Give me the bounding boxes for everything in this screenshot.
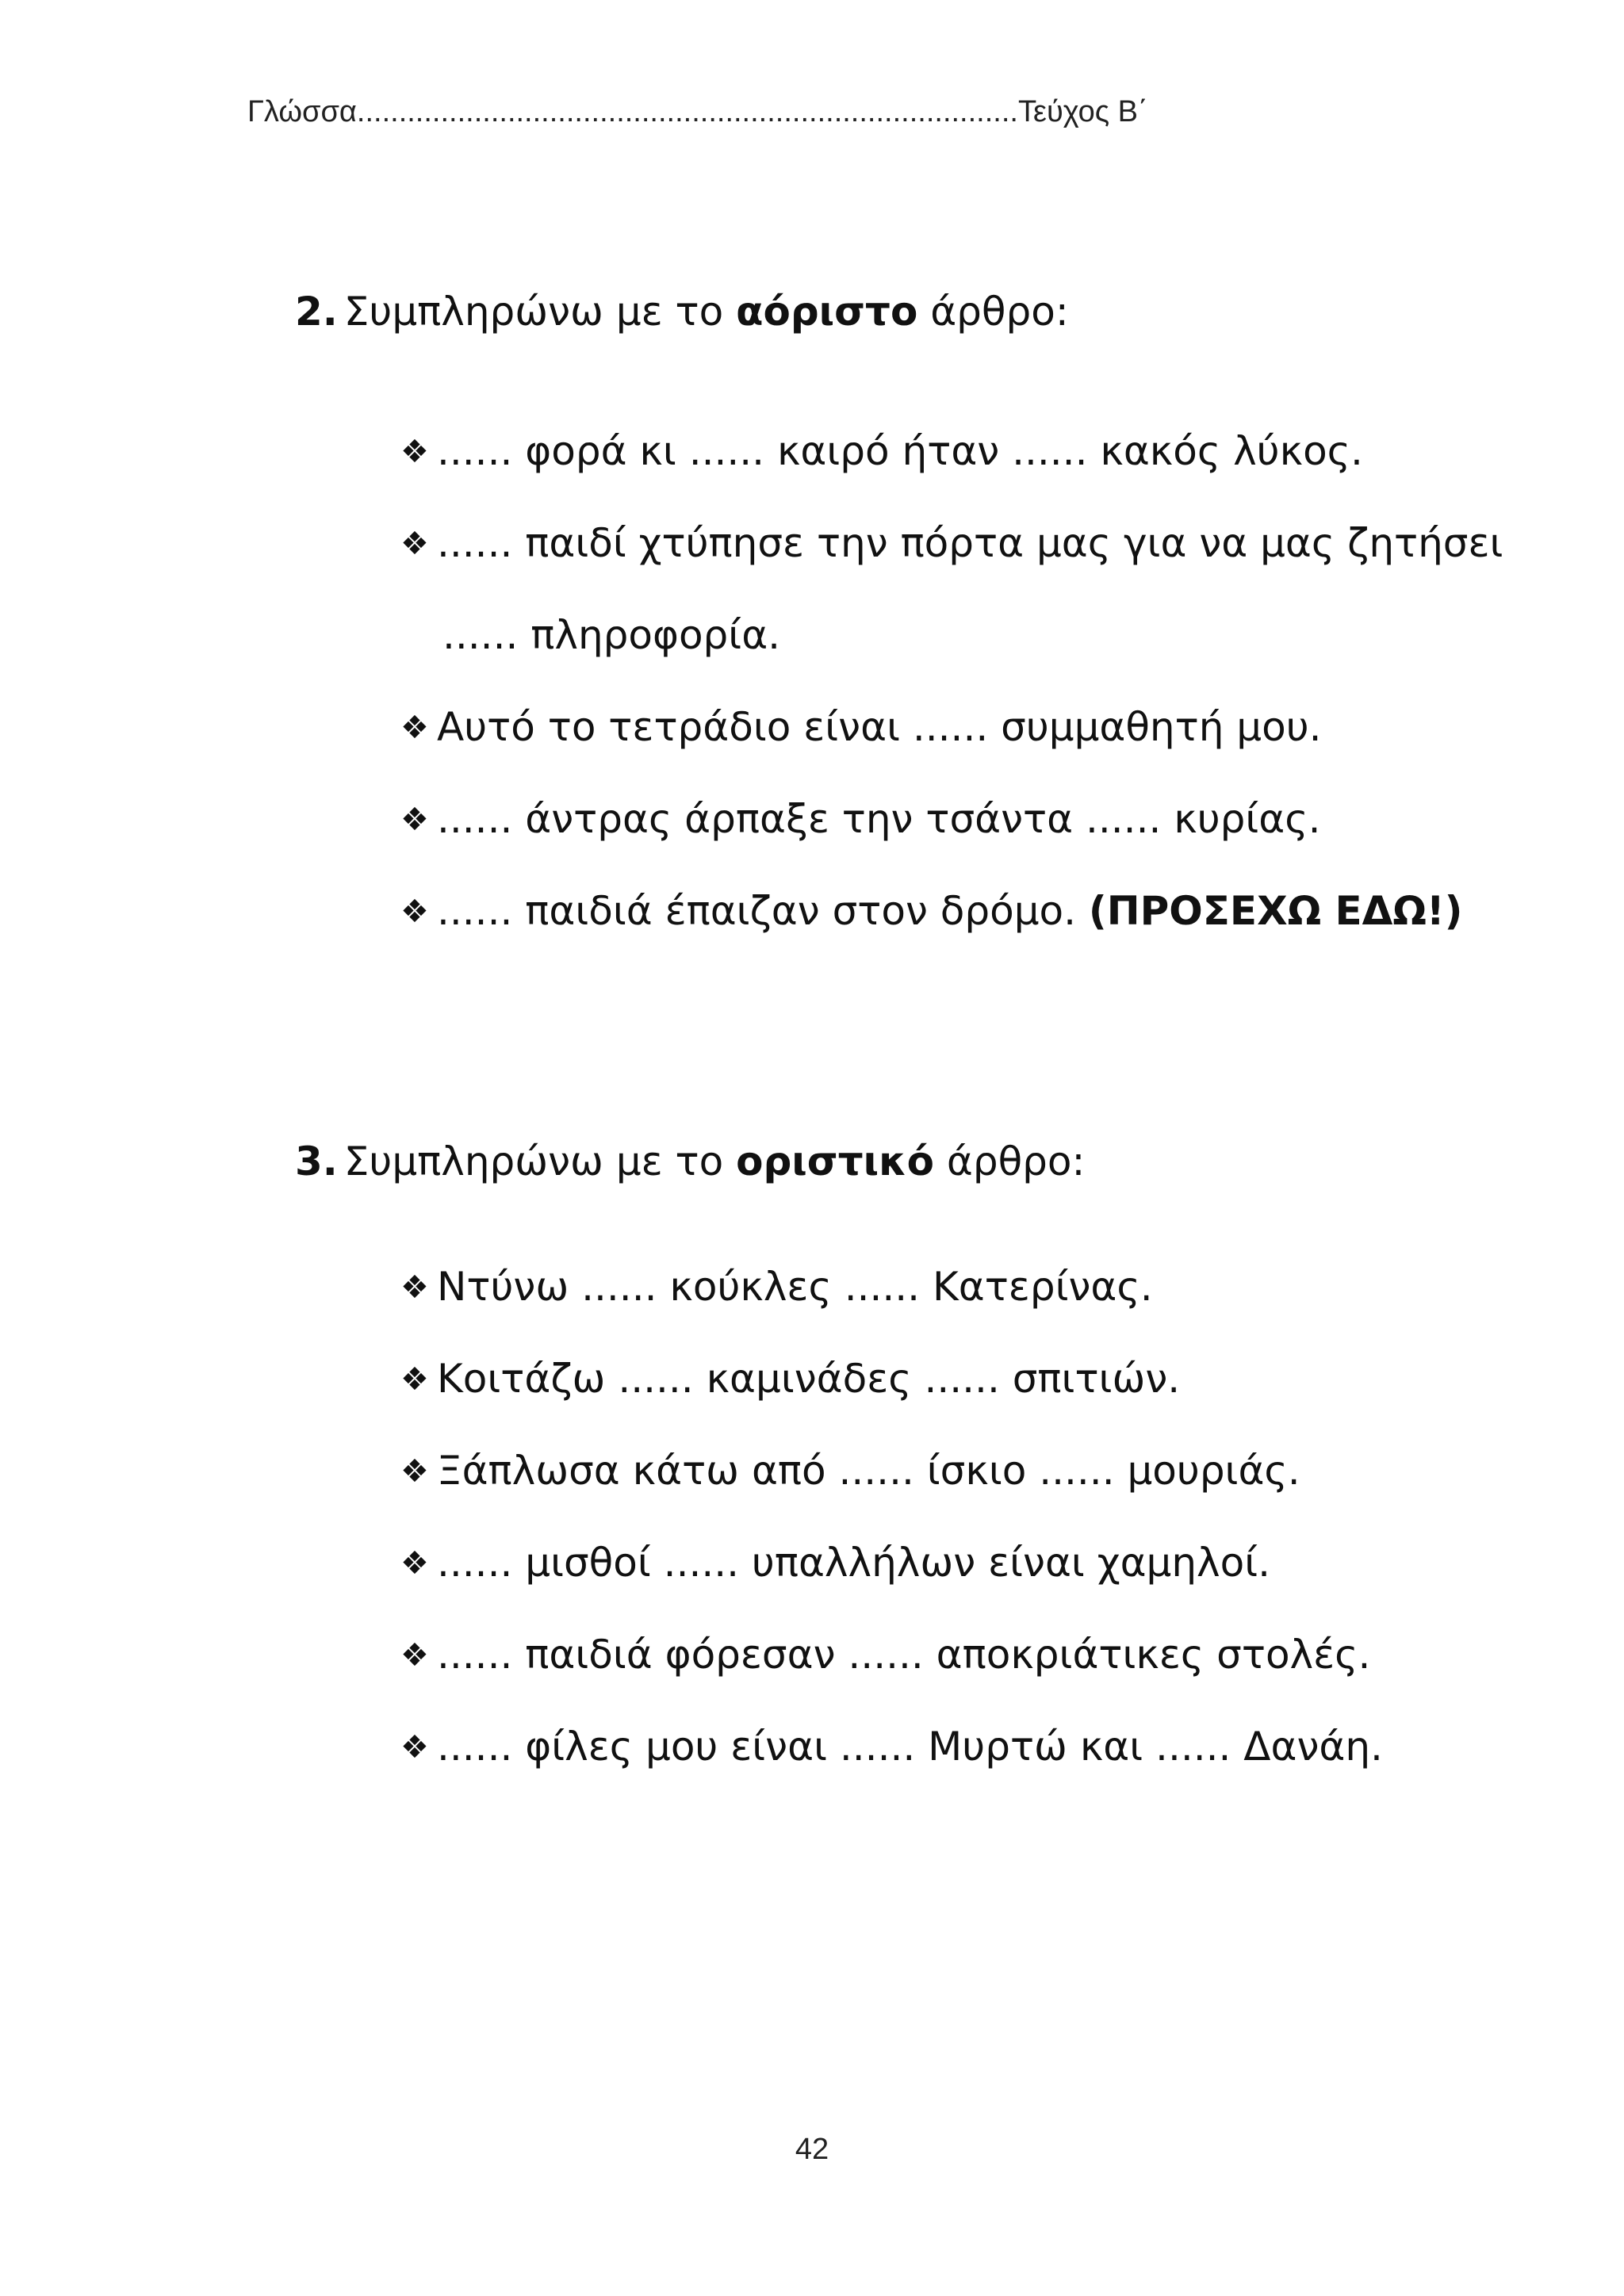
section-2-title-end: άρθρο: xyxy=(917,289,1069,335)
header-dots: ............................................................................... xyxy=(356,95,1018,128)
bullet-icon: ❖ xyxy=(400,526,429,562)
bullet-icon: ❖ xyxy=(400,1453,429,1490)
exercise-item xyxy=(400,1356,1180,1402)
exercise-text: ...... άντρας άρπαξε την τσάντα ...... κυρίας. xyxy=(437,796,1321,842)
exercise-item xyxy=(400,796,1321,842)
section-2-title xyxy=(295,289,1069,335)
exercise-text: ...... φορά κι ...... καιρό ήταν ...... κακός λύκος. xyxy=(437,428,1363,474)
section-3-title xyxy=(295,1138,1085,1184)
section-2-number: 2. xyxy=(295,289,338,335)
exercise-text: Αυτό το τετράδιο είναι ...... συμμαθητή μου. xyxy=(437,704,1322,750)
exercise-item xyxy=(400,520,1503,566)
exercise-text: ...... πληροφορία. xyxy=(442,612,781,658)
section-3-title-text: Συμπληρώνω με το xyxy=(343,1138,737,1184)
section-3-title-keyword: οριστικό xyxy=(736,1138,934,1184)
exercise-text: ...... φίλες μου είναι ...... Μυρτώ και ...... Δανάη. xyxy=(437,1724,1383,1770)
exercise-item-continuation xyxy=(442,612,780,658)
section-3-number: 3. xyxy=(295,1138,338,1184)
bullet-icon: ❖ xyxy=(400,1729,429,1766)
bullet-icon: ❖ xyxy=(400,802,429,838)
page-number: 42 xyxy=(795,2133,829,2166)
exercise-text: Ντύνω ...... κούκλες ...... Κατερίνας. xyxy=(437,1264,1153,1310)
exercise-item xyxy=(400,428,1363,474)
exercise-text: ...... παιδιά έπαιζαν στον δρόμο. xyxy=(437,888,1089,934)
bullet-icon: ❖ xyxy=(400,1637,429,1674)
header-subject: Γλώσσα xyxy=(247,95,357,128)
exercise-text: Κοιτάζω ...... καμινάδες ...... σπιτιών. xyxy=(437,1356,1181,1402)
page-header xyxy=(247,95,1148,129)
bullet-icon: ❖ xyxy=(400,1361,429,1398)
bullet-icon: ❖ xyxy=(400,434,429,470)
exercise-item xyxy=(400,1632,1370,1678)
section-2-title-text: Συμπληρώνω με το xyxy=(343,289,737,335)
exercise-item xyxy=(400,1540,1270,1586)
exercise-item xyxy=(400,888,1463,934)
bullet-icon: ❖ xyxy=(400,1269,429,1306)
bullet-icon: ❖ xyxy=(400,1545,429,1582)
exercise-item xyxy=(400,1264,1153,1310)
bullet-icon: ❖ xyxy=(400,710,429,746)
exercise-text: ...... μισθοί ...... υπαλλήλων είναι χαμηλοί. xyxy=(437,1540,1271,1586)
header-volume: Τεύχος Β΄ xyxy=(1017,95,1148,128)
exercise-text: Ξάπλωσα κάτω από ...... ίσκιο ...... μουριάς. xyxy=(437,1448,1300,1494)
exercise-item xyxy=(400,704,1322,750)
section-2-title-keyword: αόριστο xyxy=(736,289,918,335)
exercise-item xyxy=(400,1724,1383,1770)
exercise-text: ...... παιδιά φόρεσαν ...... αποκριάτικες στολές. xyxy=(437,1632,1371,1678)
attention-note: (ΠΡΟΣΕΧΩ ΕΔΩ!) xyxy=(1088,888,1463,934)
bullet-icon: ❖ xyxy=(400,894,429,930)
section-3-title-end: άρθρο: xyxy=(933,1138,1086,1184)
exercise-item xyxy=(400,1448,1300,1494)
exercise-text: ...... παιδί χτύπησε την πόρτα μας για να μας ζητήσει xyxy=(437,520,1503,566)
